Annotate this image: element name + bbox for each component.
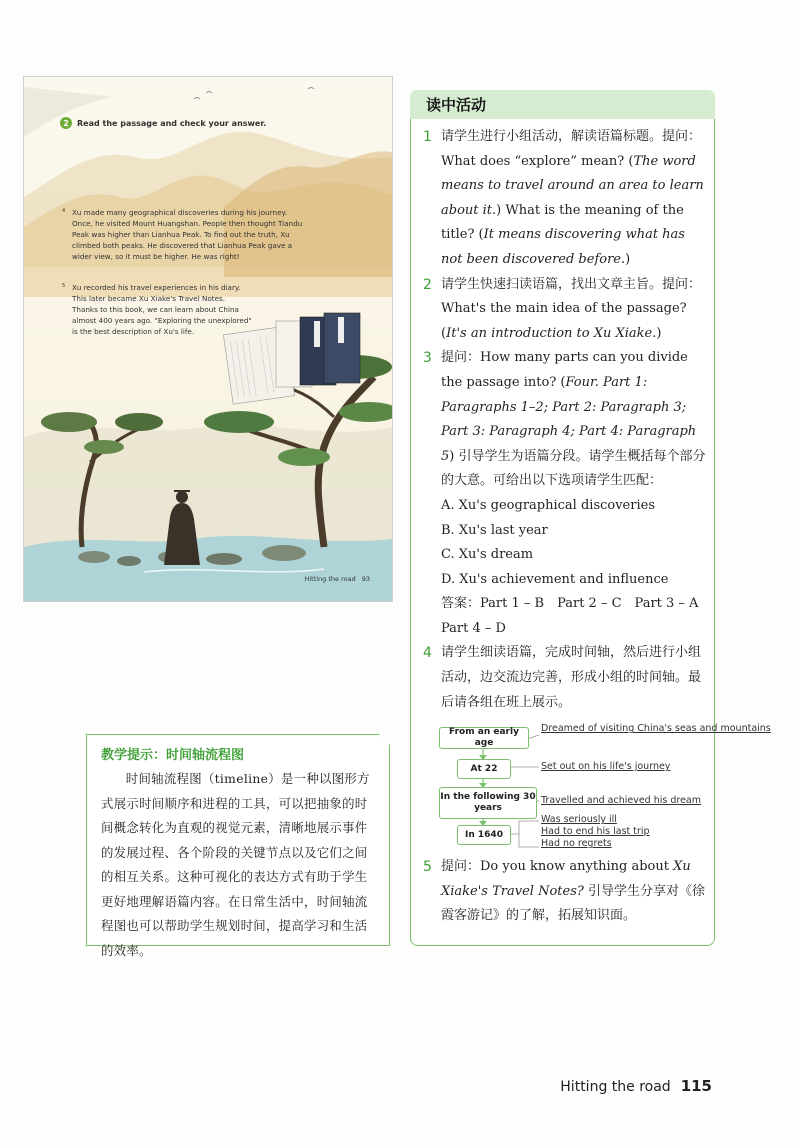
timeline-note-4c: Had no regrets xyxy=(541,838,612,850)
item-number: 1 xyxy=(423,129,432,145)
task-text: Read the passage and check your answer. xyxy=(77,118,267,128)
book-paragraph-4 xyxy=(62,207,304,262)
item-number: 4 xyxy=(423,645,432,662)
teaching-tip-box xyxy=(86,734,390,958)
activity-list xyxy=(423,125,771,929)
item-text: ) 引导学生为语篇分段。请学生概括每个部分的大意。可给出以下选项请学生匹配： xyxy=(441,448,706,489)
option-item: A. Xu's geographical discoveries xyxy=(441,497,655,513)
item-answer: The word means to travel around an area to learn about it. xyxy=(441,153,704,218)
timeline-box-1640: In 1640 xyxy=(457,825,511,845)
item-text: 提问：Do you know anything about xyxy=(441,859,674,875)
tip-title: 教学提示：时间轴流程图 xyxy=(101,748,245,763)
item-text: 引导学生分享对《徐霞客游记》的了解，拓展知识面。 xyxy=(441,883,705,924)
book-page-number: 93 xyxy=(361,575,370,583)
item-text: 提问：How many parts can you divide the passage into? ( xyxy=(441,350,688,390)
footer-text: Hitting the road xyxy=(560,1079,671,1095)
activity-item-5 xyxy=(423,855,708,929)
option-item: C. Xu's dream xyxy=(441,547,534,563)
timeline-diagram xyxy=(423,721,771,850)
item-number: 5 xyxy=(423,859,432,876)
option-item: D. Xu's achievement and influence xyxy=(441,571,669,587)
item-answer: It means discovering what has not been discovered before. xyxy=(441,227,685,267)
page-number: 115 xyxy=(680,1077,712,1095)
paragraph-number: 4 xyxy=(62,208,66,214)
activity-item-1 xyxy=(423,125,708,273)
timeline-note-1a: Dreamed of visiting China's seas and mountains xyxy=(541,723,771,735)
book-task-instruction xyxy=(60,117,266,129)
activity-item-3 xyxy=(423,346,712,641)
item-number: 2 xyxy=(423,276,432,293)
item-text: 请学生细读语篇，完成时间轴，然后进行小组活动，边交流边完善，形成小组的时间轴。最后请各组在班上展示。 xyxy=(441,645,702,710)
item-number: 3 xyxy=(423,350,432,367)
activity-item-4 xyxy=(423,641,708,715)
timeline-note-3: Travelled and achieved his dream xyxy=(541,795,702,807)
item-answer: It's an introduction to Xu Xiake. xyxy=(446,325,657,341)
item-text: ) What is the meaning of the title? ( xyxy=(441,202,684,243)
item-text: ) xyxy=(656,325,662,341)
paragraph-text: Xu made many geographical discoveries during his journey. Once, he visited Mount Huangshan. People then thought Tiandu Peak was higher than Lianhua Peak. To find out the truth, Xu climbed both peaks. He discovered that Lianhua Peak gave a wider view, so it must be higher. He was right! xyxy=(72,208,303,261)
timeline-note-2: Set out on his life's journey xyxy=(541,761,671,773)
while-reading-panel xyxy=(410,90,771,946)
item-answer: Xu Xiake's Travel Notes? xyxy=(441,859,691,899)
panel-header xyxy=(410,90,715,119)
item-text: 请学生快速扫读语篇，找出文章主旨。提问：What's the main idea of the passage? ( xyxy=(441,276,702,341)
page-footer xyxy=(560,1077,712,1095)
item-text: ) xyxy=(625,251,631,267)
item-answer: Four. Part 1: Paragraphs 1–2; Part 2: Paragraph 3; Part 3: Paragraph 4; Part 4: Paragraph 5 xyxy=(441,374,697,464)
activity-item-2 xyxy=(423,273,708,347)
tip-body: 时间轴流程图（timeline）是一种以图形方式展示时间顺序和进程的工具，可以把抽象的时间概念转化为直观的视觉元素，清晰地展示事件的发展过程、各个阶段的关键节点以及它们之间的相互关系。这种可视化的表达方式有助于学生更好地理解语篇内容。在日常生活中，时间轴流程图也可以帮助学生规划时间，提高学习和生活的效率。 xyxy=(101,771,370,958)
landscape-illustration xyxy=(24,77,392,601)
book-footer-text: Hitting the road xyxy=(304,575,356,583)
paragraph-text: Xu recorded his travel experiences in his diary. This later became Xu Xiake's Travel Notes. Thanks to this book, we can learn about China almost 400 years ago. "Exploring the unexplored" is the best description of Xu's life. xyxy=(72,283,252,336)
option-list xyxy=(441,494,712,642)
panel-title: 读中活动 xyxy=(426,96,487,114)
item-text: 请学生进行小组活动，解读语篇标题。提问：What does “explore” mean? ( xyxy=(441,129,702,169)
book-paragraph-5 xyxy=(62,282,252,337)
timeline-box-following-30-years: In the following 30 years xyxy=(439,787,537,819)
timeline-note-4b: Had to end his last trip xyxy=(541,826,650,838)
task-number-badge: 2 xyxy=(60,117,72,129)
timeline-box-early-age: From an early age xyxy=(439,727,529,749)
timeline-box-at-22: At 22 xyxy=(457,759,511,779)
paragraph-number: 5 xyxy=(62,283,66,289)
answer-text: 答案：Part 1 – B Part 2 – C Part 3 – A Part 4 – D xyxy=(441,596,712,636)
tip-corner-cut xyxy=(379,734,391,746)
option-item: B. Xu's last year xyxy=(441,522,548,538)
timeline-note-4a: Was seriously ill xyxy=(541,814,617,826)
textbook-page-image xyxy=(23,76,393,602)
book-footer xyxy=(304,575,370,583)
